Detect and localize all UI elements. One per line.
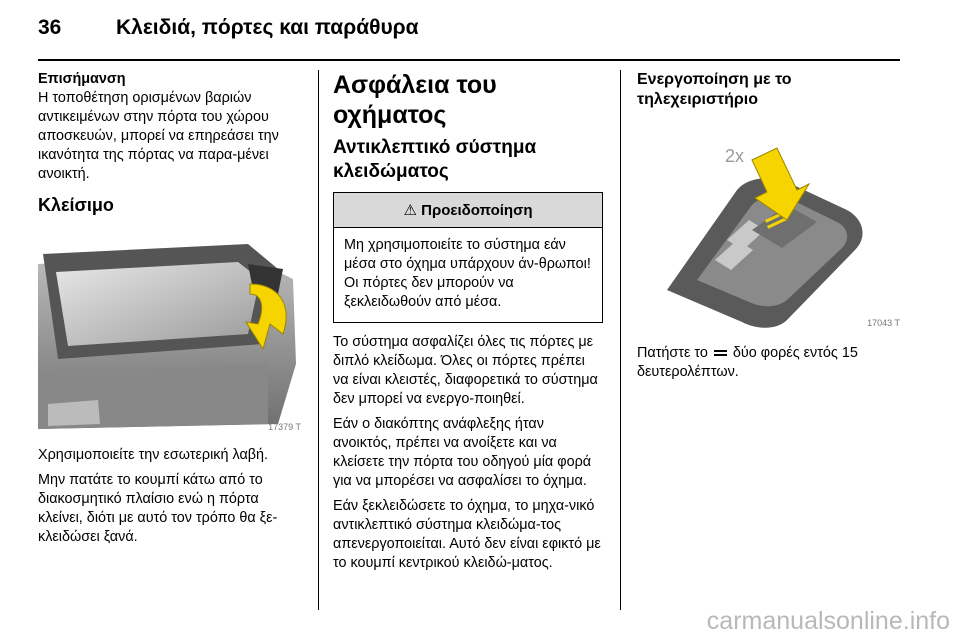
watermark: carmanualsonline.info [706, 607, 950, 635]
instruction-prefix: Πατήστε το [637, 345, 708, 361]
section-heading: Ασφάλεια του οχήματος [333, 71, 497, 129]
remote-heading: Ενεργοποίηση με το τηλεχειριστήριο [637, 71, 792, 108]
body-para-3: Εάν ξεκλειδώσετε το όχημα, το μηχα-νικό αντικλεπτικό σύστημα κλειδώμα-τος απενεργοποιείται. Αυτό δεν είναι εφικτό με το κουμπί κεντρικού κλειδώ-ματος. [333, 498, 601, 571]
tailgate-figure [38, 224, 303, 434]
section-subheading: Αντικλεπτικό σύστημα κλειδώματος [333, 137, 537, 182]
remote-figure [637, 120, 902, 330]
warning-title: Προειδοποίηση [421, 202, 533, 219]
note-title: Επισήμανση [38, 71, 126, 87]
chapter-title: Κλειδιά, πόρτες και παράθυρα [116, 16, 419, 39]
warning-box [333, 192, 603, 323]
column-divider-1 [318, 70, 319, 610]
warning-triangle-icon: ⚠ [403, 202, 417, 219]
column-divider-2 [620, 70, 621, 610]
remote-key-illustration [637, 120, 902, 330]
warning-header [334, 193, 602, 228]
closing-para-2: Μην πατάτε το κουμπί κάτω από το διακοσμητικό πλαίσιο ενώ η πόρτα κλείνει, διότι με αυτό τον τρόπο θα ξε-κλειδώσει ξανά. [38, 472, 278, 545]
press-count-label: 2x [725, 146, 745, 166]
column-left [38, 70, 303, 547]
instruction-suffix: δύο φορές εντός 15 δευτερολέπτων. [637, 345, 858, 380]
figure-code-remote: 17043 T [867, 318, 900, 328]
page-number: 36 [38, 16, 62, 39]
lock-button-icon [714, 349, 727, 358]
remote-instruction [637, 344, 902, 382]
column-right [637, 70, 902, 382]
note-text: Η τοποθέτηση ορισμένων βαριών αντικειμένων στην πόρτα του χώρου αποσκευών, μπορεί να επηρεάσει την ικανότητα της πόρτας να παρα-μένει ανοικτή. [38, 90, 279, 182]
body-para-1: Το σύστημα ασφαλίζει όλες τις πόρτες με διπλό κλείδωμα. Όλες οι πόρτες πρέπει να είναι κλειστές, διαφορετικά το σύστημα δεν μπορεί να ενεργο-ποιηθεί. [333, 334, 598, 407]
closing-heading: Κλείσιμο [38, 195, 114, 215]
tailgate-illustration [38, 224, 303, 434]
body-para-2: Εάν ο διακόπτης ανάφλεξης ήταν ανοικτός, πρέπει να ανοίξετε και να κλείσετε την πόρτα του οδηγού μία φορά για να μπορέσει να ασφαλίσει το όχημα. [333, 416, 592, 489]
header-rule [38, 59, 900, 61]
page-header [38, 16, 923, 48]
figure-code: 17379 T [268, 422, 301, 432]
closing-para-1: Χρησιμοποιείτε την εσωτερική λαβή. [38, 447, 269, 463]
warning-text: Μη χρησιμοποιείτε το σύστημα εάν μέσα στο όχημα υπάρχουν άν-θρωποι! Οι πόρτες δεν μπορούν να ξεκλειδωθούν από μέσα. [344, 237, 591, 310]
column-middle [333, 70, 603, 573]
